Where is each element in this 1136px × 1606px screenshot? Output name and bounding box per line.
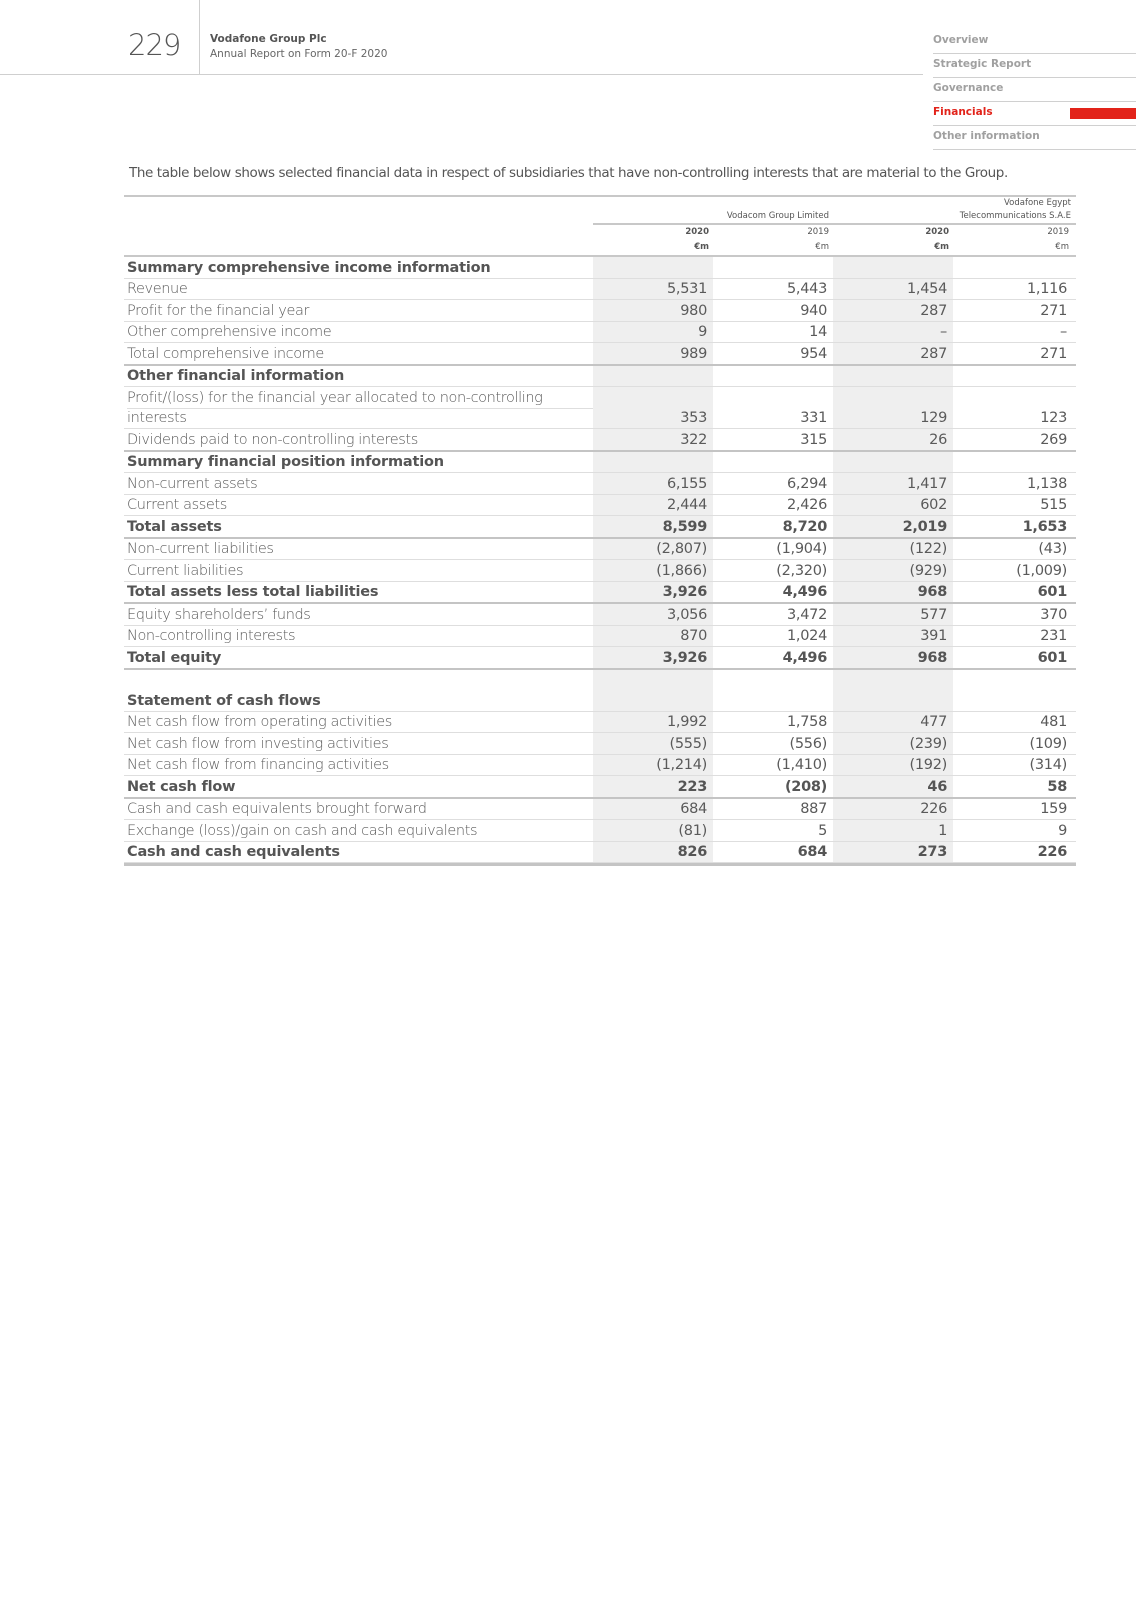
- section-header-row: [124, 452, 1076, 474]
- row-label: Equity shareholders’ funds: [127, 606, 311, 623]
- table-row: [124, 539, 1076, 561]
- cell-value: 968: [917, 584, 947, 600]
- section-header-row: [124, 366, 1076, 388]
- row-label: Cash and cash equivalents brought forward: [127, 801, 427, 817]
- cell-value: (1,866): [656, 562, 707, 579]
- cell-value: 287: [920, 302, 947, 319]
- cell-value: 231: [1040, 628, 1067, 644]
- cell-value: 477: [920, 714, 947, 730]
- cell-value: –: [1060, 324, 1067, 340]
- cell-value: 1,758: [786, 714, 827, 730]
- row-label: Non-current liabilities: [127, 541, 274, 557]
- cell-value: (555): [669, 735, 707, 752]
- cell-value: 870: [680, 628, 707, 644]
- cell-value: 6,155: [666, 475, 707, 492]
- cell-value: (1,214): [656, 757, 707, 773]
- cell-value: 1,116: [1026, 281, 1067, 297]
- total-row: [124, 582, 1076, 605]
- cell-value: 14: [809, 324, 827, 340]
- cell-value: 226: [1037, 844, 1067, 860]
- cell-value: 9: [1058, 822, 1067, 839]
- cell-value: 331: [800, 410, 827, 426]
- row-label: Total assets less total liabilities: [127, 584, 379, 600]
- cell-value: 391: [920, 628, 947, 644]
- total-row: [124, 516, 1076, 539]
- cell-value: 159: [1040, 801, 1067, 817]
- cell-value: 1,417: [906, 475, 947, 492]
- unit-header: €m: [815, 242, 829, 252]
- cell-value: 5: [818, 822, 827, 839]
- cell-value: 1,653: [1022, 518, 1067, 535]
- cell-value: (122): [909, 541, 947, 557]
- row-label: Total equity: [127, 649, 222, 666]
- unit-header: €m: [934, 242, 949, 252]
- cell-value: 3,926: [662, 649, 707, 666]
- cell-value: 1,138: [1026, 475, 1067, 492]
- cell-value: 6,294: [786, 475, 827, 492]
- row-label: Cash and cash equivalents: [127, 844, 340, 860]
- cell-value: 315: [800, 431, 827, 448]
- cell-value: 601: [1037, 649, 1067, 666]
- table-row: [124, 322, 1076, 344]
- row-label: Current liabilities: [127, 562, 244, 579]
- table-row: [124, 495, 1076, 517]
- row-label: Net cash flow from operating activities: [127, 714, 392, 730]
- cell-value: 1,024: [786, 628, 827, 644]
- section-header-row: [124, 670, 1076, 712]
- cell-value: 353: [680, 410, 707, 426]
- total-row: [124, 776, 1076, 799]
- table-row: [124, 799, 1076, 821]
- table-row: [124, 279, 1076, 301]
- cell-value: (192): [909, 757, 947, 773]
- cell-value: 2,426: [786, 497, 827, 513]
- cell-value: 8,599: [662, 518, 707, 535]
- cell-value: 9: [698, 324, 707, 340]
- table-row: [124, 560, 1076, 582]
- cell-value: 1,992: [666, 714, 707, 730]
- cell-value: 8,720: [782, 518, 827, 535]
- table-row: [124, 712, 1076, 734]
- nav-item-other-information[interactable]: [933, 126, 1136, 150]
- nav-label: Overview: [933, 34, 989, 46]
- cell-value: (2,320): [776, 562, 827, 579]
- cell-value: 4,496: [782, 584, 827, 600]
- row-label: Other comprehensive income: [127, 324, 332, 340]
- cell-value: (109): [1029, 735, 1067, 752]
- table-row: [124, 604, 1076, 626]
- cell-value: 989: [680, 345, 707, 362]
- company-name: Vodafone Group Plc: [210, 33, 327, 45]
- cell-value: 515: [1040, 497, 1067, 513]
- cell-value: 370: [1040, 606, 1067, 623]
- report-subtitle: Annual Report on Form 20-F 2020: [210, 48, 388, 60]
- table-row: [124, 387, 1076, 429]
- nav-item-financials[interactable]: [933, 102, 1136, 126]
- page-number: 229: [128, 28, 181, 62]
- cell-value: 601: [1037, 584, 1067, 600]
- cell-value: 3,926: [662, 584, 707, 600]
- cell-value: –: [940, 324, 947, 340]
- year-header: 2020: [685, 227, 709, 237]
- cell-value: (314): [1029, 757, 1067, 773]
- table-row: [124, 755, 1076, 777]
- unit-row: [124, 242, 1076, 252]
- table-row: [124, 300, 1076, 322]
- cell-value: 5,443: [786, 281, 827, 297]
- cell-value: 2,019: [902, 518, 947, 535]
- cell-value: (43): [1038, 541, 1067, 557]
- intro-text: The table below shows selected financial data in respect of subsidiaries that have non-controlling interests that are material to the Group.: [129, 165, 1008, 181]
- cell-value: 887: [800, 801, 827, 817]
- row-label: Net cash flow from investing activities: [127, 735, 389, 752]
- row-label: Exchange (loss)/gain on cash and cash equivalents: [127, 822, 478, 839]
- cell-value: 271: [1040, 302, 1067, 319]
- cell-value: 58: [1047, 778, 1067, 795]
- cell-value: (2,807): [656, 541, 707, 557]
- nav-label: Strategic Report: [933, 58, 1032, 70]
- cell-value: 5,531: [666, 281, 707, 297]
- row-label: Total assets: [127, 518, 222, 535]
- cell-value: 481: [1040, 714, 1067, 730]
- cell-value: (1,009): [1016, 562, 1067, 579]
- cell-value: 1: [938, 822, 947, 839]
- header-divider: [0, 74, 923, 75]
- cell-value: 273: [917, 844, 947, 860]
- table-row: [124, 733, 1076, 755]
- cell-value: 269: [1040, 431, 1067, 448]
- table-row: [124, 473, 1076, 495]
- row-label: Statement of cash flows: [127, 692, 321, 709]
- row-label: Summary comprehensive income information: [127, 259, 491, 276]
- row-label: Non-current assets: [127, 475, 258, 492]
- cell-value: 1,454: [906, 281, 947, 297]
- cell-value: 577: [920, 606, 947, 623]
- active-indicator: [1070, 108, 1136, 119]
- cell-value: 980: [680, 302, 707, 319]
- row-label-line2: interests: [127, 410, 187, 426]
- cell-value: (1,410): [776, 757, 827, 773]
- financial-table: [124, 195, 1076, 866]
- year-header: 2020: [925, 227, 949, 237]
- cell-value: (81): [678, 822, 707, 839]
- row-label: Dividends paid to non-controlling interests: [127, 431, 418, 448]
- table-row: [124, 820, 1076, 842]
- section-header-row: [124, 257, 1076, 279]
- row-label: Net cash flow: [127, 778, 236, 795]
- group-header-egypt-line1: Vodafone Egypt: [1004, 198, 1071, 208]
- cell-value: (239): [909, 735, 947, 752]
- table-row: [124, 429, 1076, 452]
- group-rule: [833, 223, 1076, 225]
- row-label: Non-controlling interests: [127, 628, 296, 644]
- cell-value: 968: [917, 649, 947, 666]
- row-label: Current assets: [127, 497, 227, 513]
- cell-value: 602: [920, 497, 947, 513]
- nav-label: Other information: [933, 130, 1040, 142]
- table-row: [124, 626, 1076, 648]
- cell-value: 826: [677, 844, 707, 860]
- nav-item-strategic-report[interactable]: [933, 54, 1136, 78]
- cell-value: 271: [1040, 345, 1067, 362]
- year-row: [124, 227, 1076, 237]
- cell-value: 226: [920, 801, 947, 817]
- group-rule: [593, 223, 833, 225]
- cell-value: (929): [909, 562, 947, 579]
- cell-value: 3,056: [666, 606, 707, 623]
- cell-value: 123: [1040, 410, 1067, 426]
- total-row: [124, 647, 1076, 670]
- cell-value: (556): [789, 735, 827, 752]
- cell-value: 129: [920, 410, 947, 426]
- cell-value: 287: [920, 345, 947, 362]
- cell-value: 46: [927, 778, 947, 795]
- cell-value: 322: [680, 431, 707, 448]
- nav-item-overview[interactable]: [933, 30, 1136, 54]
- cell-value: 223: [677, 778, 707, 795]
- row-label: Net cash flow from financing activities: [127, 757, 389, 773]
- year-header: 2019: [807, 227, 829, 237]
- header-separator: [199, 0, 200, 75]
- table-body: [124, 257, 1076, 863]
- nav-item-governance[interactable]: [933, 78, 1136, 102]
- row-label: Revenue: [127, 281, 188, 297]
- row-label: [124, 389, 593, 428]
- row-label: Profit for the financial year: [127, 302, 310, 319]
- cell-value: 2,444: [666, 497, 707, 513]
- row-label: Total comprehensive income: [127, 345, 324, 362]
- cell-value: 684: [680, 801, 707, 817]
- nav-label: Financials: [933, 106, 993, 118]
- cell-value: (1,904): [776, 541, 827, 557]
- table-row: [124, 343, 1076, 366]
- row-label: Summary financial position information: [127, 454, 444, 470]
- unit-header: €m: [1055, 242, 1069, 252]
- section-nav: [933, 30, 1136, 150]
- cell-value: 684: [797, 844, 827, 860]
- total-row: [124, 842, 1076, 864]
- cell-value: 4,496: [782, 649, 827, 666]
- year-header: 2019: [1047, 227, 1069, 237]
- cell-value: 26: [929, 431, 947, 448]
- unit-header: €m: [694, 242, 709, 252]
- cell-value: 940: [800, 302, 827, 319]
- group-header-vodacom: Vodacom Group Limited: [726, 211, 829, 221]
- cell-value: 954: [800, 345, 827, 362]
- row-label: Other financial information: [127, 368, 345, 384]
- row-label-line1: Profit/(loss) for the financial year allocated to non-controlling: [127, 389, 593, 409]
- group-header-egypt-line2: Telecommunications S.A.E: [959, 211, 1071, 221]
- cell-value: (208): [784, 778, 827, 795]
- table-header: [124, 197, 1076, 255]
- cell-value: 3,472: [786, 606, 827, 623]
- nav-label: Governance: [933, 82, 1004, 94]
- table-bottom-rule: [124, 863, 1076, 866]
